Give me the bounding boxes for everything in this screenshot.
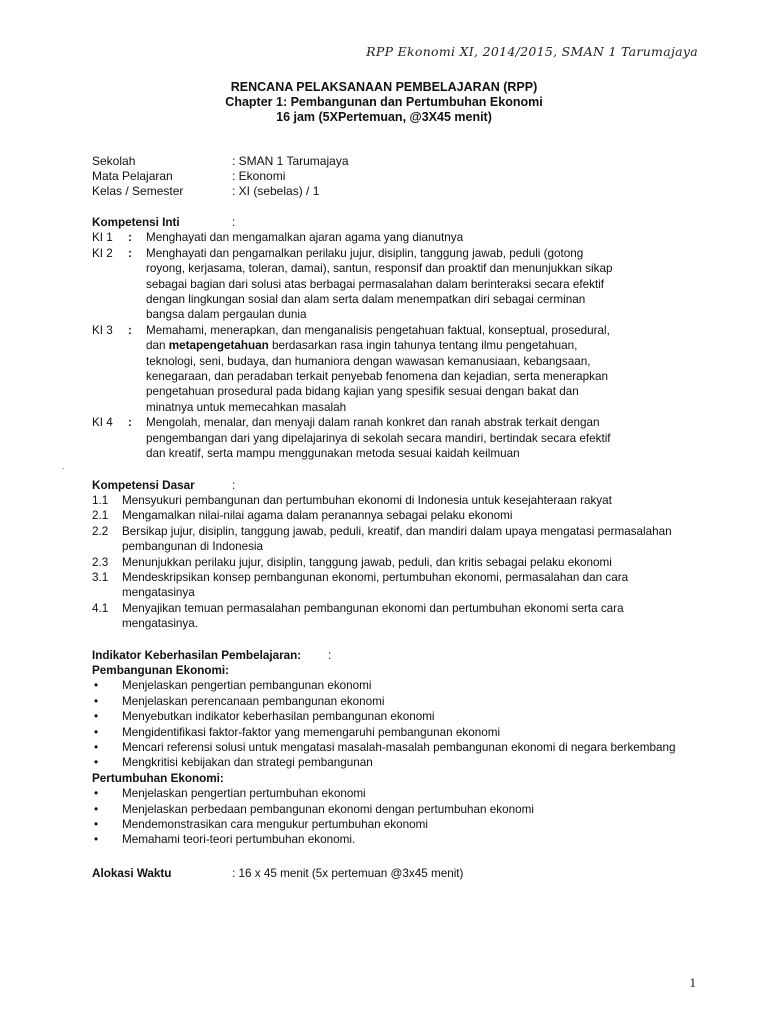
title-line-3: 16 jam (5XPertemuan, @3X45 menit) [276, 110, 492, 124]
section-heading-colon: : [232, 216, 236, 229]
list-item [92, 755, 702, 770]
ki-text: Menghayati dan mengamalkan ajaran agama yang dianutnya [146, 231, 464, 245]
list-item-text: Menyebutkan indikator keberhasilan pembangunan ekonomi [122, 710, 435, 724]
kd-number: 2.2 [92, 524, 109, 538]
ki-4-cont: dan kreatif, serta mampu menggunakan metoda sesuai kaidah keilmuan [146, 447, 520, 461]
ki-label: KI 1 [92, 231, 113, 245]
info-value: : SMAN 1 Tarumajaya [232, 154, 349, 168]
list-item-text: Mencari referensi solusi untuk mengatasi masalah-masalah pembangunan ekonomi di negara berkembang [122, 741, 676, 754]
bullet-icon: • [94, 818, 99, 832]
list-item [92, 817, 702, 832]
ki-3-prefix: dan [146, 339, 169, 353]
ki-3-bold-term: metapengetahuan [168, 339, 269, 353]
ki-3-cont: kenegaraan, dan peradaban terkait penyebab fenomena dan kejadian, serta menerapkan [146, 370, 608, 384]
list-item-text: Menjelaskan pengertian pembangunan ekonomi [122, 679, 372, 693]
list-item [92, 786, 702, 801]
ki-2-cont: sebagai bagian dari solusi atas berbagai permasalahan dalam berinteraksi secara efektif [146, 277, 605, 291]
alokasi-label: Alokasi Waktu [92, 866, 172, 880]
ki-text: Memahami, menerapkan, dan menganalisis pengetahuan faktual, konseptual, prosedural, [146, 323, 610, 337]
list-item [92, 709, 702, 724]
section-heading-text: Kompetensi Inti [92, 216, 180, 229]
bullet-icon: • [94, 802, 99, 816]
document-title [0, 80, 768, 125]
kd-text: Mensyukuri pembangunan dan pertumbuhan ekonomi di Indonesia untuk kesejahteraan rakyat [122, 493, 612, 507]
bullet-icon: • [94, 787, 99, 801]
ki-1 [92, 230, 702, 245]
bullet-icon: • [94, 694, 99, 708]
pembangunan-list [92, 678, 702, 770]
ki-label: KI 3 [92, 323, 113, 337]
bullet-icon: • [94, 833, 99, 847]
kd-2-3 [92, 555, 702, 570]
kd-text: Bersikap jujur, disiplin, tanggung jawab, peduli, kreatif, dan mandiri dalam upaya mengatasi permasalahan [122, 524, 672, 538]
ki-4 [92, 415, 702, 430]
alokasi-value: : 16 x 45 menit (5x pertemuan @3x45 menit) [232, 866, 464, 880]
kd-number: 2.3 [92, 555, 109, 569]
ki-label: KI 2 [92, 246, 113, 260]
kompetensi-dasar-heading [92, 478, 702, 493]
pembangunan-heading: Pembangunan Ekonomi: [92, 663, 230, 677]
indikator-heading [92, 648, 702, 663]
ki-2-cont: royong, kerjasama, toleran, damai), santun, responsif dan proaktif dan menunjukkan sikap [146, 262, 613, 276]
ki-colon: : [128, 246, 132, 260]
list-item [92, 740, 702, 755]
ki-colon: : [128, 416, 132, 430]
info-label: Sekolah [92, 154, 136, 168]
kd-number: 2.1 [92, 509, 109, 523]
ki-label: KI 4 [92, 416, 113, 430]
kd-number: 3.1 [92, 570, 109, 584]
list-item-text: Memahami teori-teori pertumbuhan ekonomi. [122, 833, 356, 847]
section-heading-text: Indikator Keberhasilan Pembelajaran: [92, 648, 302, 662]
list-item [92, 678, 702, 693]
info-value: : XI (sebelas) / 1 [232, 184, 320, 198]
kd-number: 1.1 [92, 493, 109, 507]
bullet-icon: • [94, 756, 99, 770]
info-label: Mata Pelajaran [92, 169, 173, 183]
ki-4-cont: pengembangan dari yang dipelajarinya di sekolah secara mandiri, bertindak secara efektif [146, 431, 611, 445]
kd-text: Menunjukkan perilaku jujur, disiplin, tanggung jawab, peduli, dan kritis sebagai pelaku ekonomi [122, 555, 612, 569]
kd-2-1 [92, 508, 702, 523]
ki-text: Mengolah, menalar, dan menyaji dalam ranah konkret dan ranah abstrak terkait dengan [146, 416, 600, 430]
info-value: : Ekonomi [232, 169, 286, 183]
ki-2-cont: bangsa dalam pergaulan dunia [146, 308, 307, 322]
running-header: RPP Ekonomi XI, 2014/2015, SMAN 1 Tarumajaya [366, 44, 698, 59]
list-item-text: Menjelaskan perencanaan pembangunan ekonomi [122, 694, 385, 708]
bullet-icon: • [94, 741, 99, 754]
kd-3-1-cont: mengatasinya [122, 586, 195, 600]
bullet-icon: • [94, 725, 99, 739]
kd-number: 4.1 [92, 601, 109, 615]
main-content [92, 215, 702, 881]
info-row-kelas [92, 184, 692, 199]
ki-3-cont: teknologi, seni, budaya, dan humaniora dengan wawasan kemanusiaan, kebangsaan, [146, 354, 591, 368]
ki-3-cont-metapengetahuan [92, 338, 702, 353]
info-row-sekolah [92, 154, 692, 169]
ki-colon: : [128, 323, 132, 337]
list-item-text: Menjelaskan perbedaan pembangunan ekonomi dengan pertumbuhan ekonomi [122, 802, 534, 816]
ki-colon: : [128, 231, 132, 245]
kd-3-1 [92, 570, 702, 585]
ki-3 [92, 323, 702, 338]
list-item-text: Mengidentifikasi faktor-faktor yang memengaruhi pembangunan ekonomi [122, 725, 501, 739]
ki-3-suffix: berdasarkan rasa ingin tahunya tentang ilmu pengetahuan, [268, 339, 578, 353]
ki-3-cont: pengetahuan prosedural pada bidang kajian yang spesifik sesuai dengan bakat dan [146, 385, 579, 399]
kd-2-2 [92, 524, 702, 539]
ki-text: Menghayati dan pengamalkan perilaku jujur, disiplin, tanggung jawab, peduli (gotong [146, 246, 584, 260]
info-label: Kelas / Semester [92, 184, 184, 198]
pertumbuhan-list [92, 786, 702, 848]
section-heading-colon: : [328, 648, 332, 662]
bullet-icon: • [94, 710, 99, 724]
list-item [92, 725, 702, 740]
title-line-2: Chapter 1: Pembangunan dan Pertumbuhan Ekonomi [225, 95, 543, 109]
ki-2-cont: dengan lingkungan sosial dan alam serta dalam menempatkan diri sebagai cerminan [146, 293, 586, 307]
list-item-text: Mendemonstrasikan cara mengukur pertumbuhan ekonomi [122, 818, 428, 832]
page-number: 1 [689, 975, 696, 990]
list-item-text: Mengkritisi kebijakan dan strategi pembangunan [122, 756, 373, 770]
section-heading-colon: : [232, 478, 236, 492]
kd-4-1 [92, 601, 702, 616]
list-item-text: Menjelaskan pengertian pertumbuhan ekonomi [122, 787, 366, 801]
identity-info [92, 154, 692, 199]
bullet-icon: • [94, 679, 99, 693]
ki-2 [92, 246, 702, 261]
kompetensi-inti-heading [92, 215, 702, 230]
kd-text: Mendeskripsikan konsep pembangunan ekonomi, pertumbuhan ekonomi, permasalahan dan cara [122, 570, 629, 584]
alokasi-waktu [92, 866, 702, 881]
ki-3-cont: minatnya untuk memecahkan masalah [146, 400, 347, 414]
kd-2-2-cont: pembangunan di Indonesia [122, 540, 264, 554]
list-item [92, 802, 702, 817]
kd-text: Mengamalkan nilai-nilai agama dalam peranannya sebagai pelaku ekonomi [122, 509, 513, 523]
stray-mark: . [62, 462, 65, 471]
title-line-1: RENCANA PELAKSANAAN PEMBELAJARAN (RPP) [230, 80, 538, 94]
list-item [92, 694, 702, 709]
pertumbuhan-heading: Pertumbuhan Ekonomi: [92, 771, 224, 785]
kd-4-1-cont: mengatasinya. [122, 617, 199, 631]
kd-text: Menyajikan temuan permasalahan pembangunan ekonomi dan pertumbuhan ekonomi serta cara [122, 601, 624, 615]
info-row-mapel [92, 169, 692, 184]
kd-1-1 [92, 493, 702, 508]
section-heading-text: Kompetensi Dasar [92, 478, 195, 492]
list-item [92, 832, 702, 847]
